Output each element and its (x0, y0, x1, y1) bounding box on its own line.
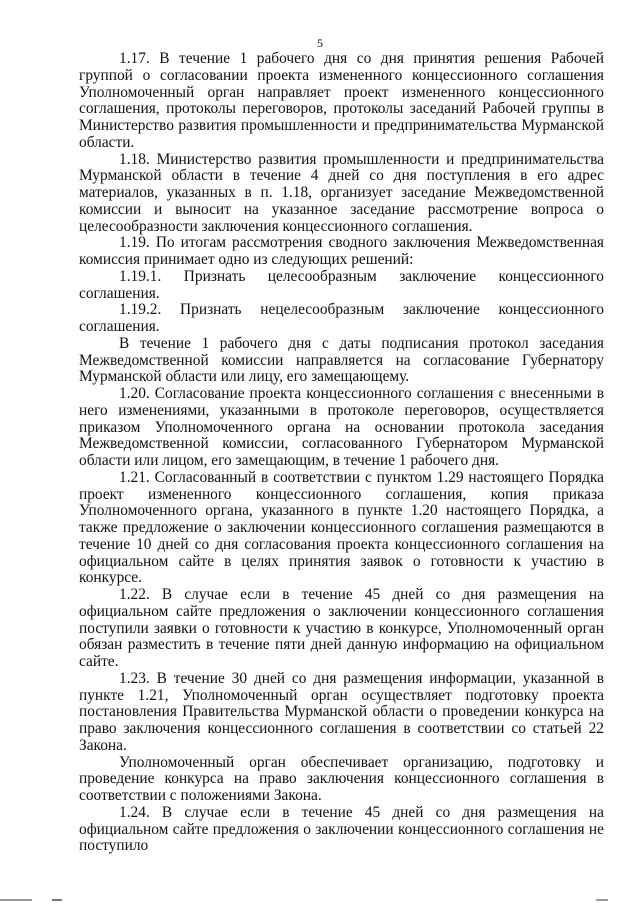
paragraph-1-24: 1.24. В случае если в течение 45 дней со дня размещения на официальном сайте предложения о заключении концессионного соглашения не поступило (79, 803, 604, 855)
paragraph-1-19: 1.19. По итогам рассмотрения сводного заключения Межведомственная комиссия принимает одно из следующих решений: (79, 234, 604, 268)
scan-edge-marks (0, 894, 640, 905)
paragraph-1-17: 1.17. В течение 1 рабочего дня со дня принятия решения Рабочей группой о согласовании проекта измененного концессионного соглашения Уполномоченный орган направляет проект измененного концессионного соглашения, протоколы переговоров, протоколы заседаний Рабочей группы в Министерство развития промышленности и предпринимательства Мурманской области. (79, 50, 604, 151)
paragraph-1-23: 1.23. В течение 30 дней со дня размещения информации, указанной в пункте 1.21, Уполномоченный орган осуществляет подготовку проекта постановления Правительства Мурманской области о проведении конкурса на право заключения концессионного соглашения в соответствии со статьей 22 Закона. (79, 669, 604, 754)
paragraph-1-22: 1.22. В случае если в течение 45 дней со дня размещения на официальном сайте предложения о заключении концессионного соглашения поступили заявки о готовности к участию в конкурсе, Уполномоченный орган обязан разместить в течение пяти дней данную информацию на официальном сайте. (79, 586, 604, 670)
paragraph-protocol-approval: В течение 1 рабочего дня с даты подписания протокол заседания Межведомственной комиссии направляется на согласование Губернатору Мурманской области или лицу, его замещающему. (79, 334, 604, 386)
document-body (79, 51, 604, 855)
paragraph-1-18: 1.18. Министерство развития промышленности и предпринимательства Мурманской области в течение 4 дней со дня поступления в его адрес материалов, указанных в п. 1.18, организует заседание Межведомственной комиссии и выносит на указанное заседание рассмотрение вопроса о целесообразности заключения концессионного соглашения. (79, 150, 604, 235)
paragraph-1-19-2: 1.19.2. Признать нецелесообразным заключение концессионного соглашения. (79, 301, 604, 335)
paragraph-1-19-1: 1.19.1. Признать целесообразным заключение концессионного соглашения. (79, 267, 604, 302)
paragraph-competition-organization: Уполномоченный орган обеспечивает организацию, подготовку и проведение конкурса на право заключения концессионного соглашения в соответствии с положениями Закона. (79, 753, 604, 804)
paragraph-1-21: 1.21. Согласованный в соответствии с пунктом 1.29 настоящего Порядка проект измененного концессионного соглашения, копия приказа Уполномоченного органа, указанного в пункте 1.20 настоящего Порядка, а также предложение о заключении концессионного соглашения размещаются в течение 10 дней со дня согласования проекта концессионного соглашения на официальном сайте в целях принятия заявок о готовности к участию в конкурсе. (79, 468, 604, 587)
page-number: 5 (317, 36, 323, 50)
paragraph-1-20: 1.20. Согласование проекта концессионного соглашения с внесенными в него изменениями, указанными в протоколе переговоров, осуществляется приказом Уполномоченного органа на основании протокола заседания Межведомственной комиссии, согласованного Губернатором Мурманской области или лицом, его замещающим, в течение 1 рабочего дня. (79, 385, 604, 469)
